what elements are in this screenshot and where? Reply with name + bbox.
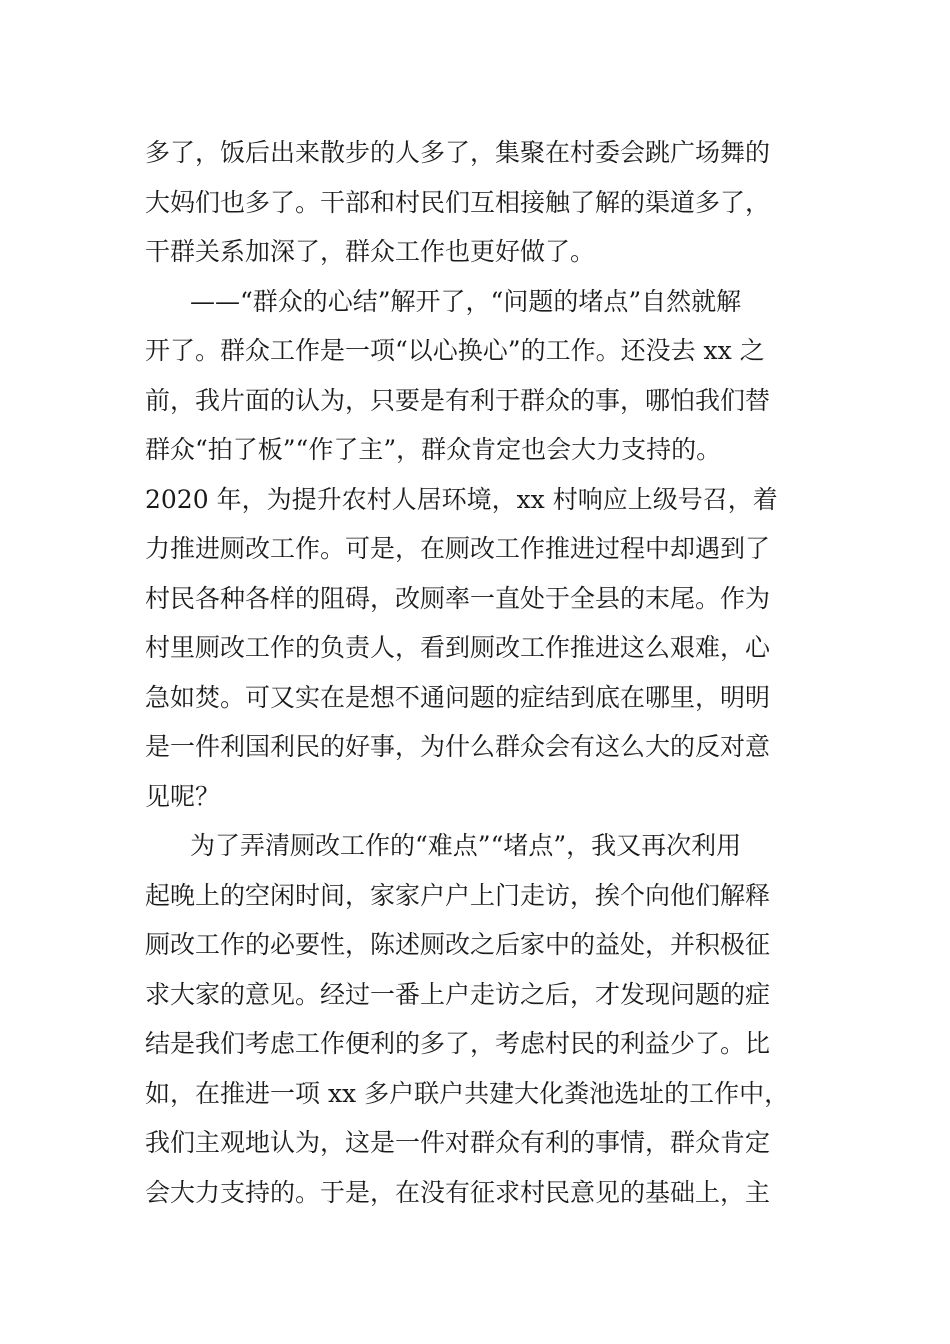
text-line: 力推进厕改工作。可是，在厕改工作推进过程中却遇到了 bbox=[145, 534, 771, 563]
text-line: 我们主观地认为，这是一件对群众有利的事情，群众肯定 bbox=[145, 1128, 771, 1157]
text-line: 开了。群众工作是一项“以心换心”的工作。还没去 xx 之 bbox=[145, 336, 765, 365]
text-line: 前，我片面的认为，只要是有利于群众的事，哪怕我们替 bbox=[145, 385, 771, 415]
text-line: 如，在推进一项 xx 多户联户共建大化粪池选址的工作中， bbox=[145, 1078, 790, 1108]
text-line: 村民各种各样的阻碍，改厕率一直处于全县的末尾。作为 bbox=[145, 583, 771, 613]
text-line: 群众“拍了板”“作了主”，群众肯定也会大力支持的。 bbox=[145, 435, 722, 464]
text-line: 干群关系加深了，群众工作也更好做了。 bbox=[145, 237, 596, 266]
text-line: 见呢？ bbox=[145, 781, 221, 811]
text-line: 厕改工作的必要性，陈述厕改之后家中的益处，并积极征 bbox=[145, 930, 771, 959]
text-line: 是一件利国利民的好事，为什么群众会有这么大的反对意 bbox=[145, 732, 771, 761]
text-line: 大妈们也多了。干部和村民们互相接触了解的渠道多了， bbox=[145, 187, 771, 217]
body-text bbox=[145, 128, 810, 1217]
text-line: 急如焚。可又实在是想不通问题的症结到底在哪里，明明 bbox=[145, 682, 771, 712]
text-line: 起晚上的空闲时间，家家户户上门走访，挨个向他们解释 bbox=[145, 880, 771, 910]
text-line: 2020 年，为提升农村人居环境，xx 村响应上级号召，着 bbox=[145, 484, 778, 514]
text-line: 村里厕改工作的负责人，看到厕改工作推进这么艰难，心 bbox=[145, 633, 771, 662]
text-line: 结是我们考虑工作便利的多了，考虑村民的利益少了。比 bbox=[145, 1029, 771, 1058]
text-line: 多了，饭后出来散步的人多了，集聚在村委会跳广场舞的 bbox=[145, 138, 771, 167]
paragraph-first-line: 为了弄清厕改工作的“难点”“堵点”，我又再次利用 bbox=[190, 831, 742, 860]
text-line: 求大家的意见。经过一番上户走访之后，才发现问题的症 bbox=[145, 979, 771, 1009]
text-line: 会大力支持的。于是，在没有征求村民意见的基础上，主 bbox=[145, 1177, 771, 1207]
paragraph-first-line: ——“群众的心结”解开了，“问题的堵点”自然就解 bbox=[190, 286, 742, 316]
